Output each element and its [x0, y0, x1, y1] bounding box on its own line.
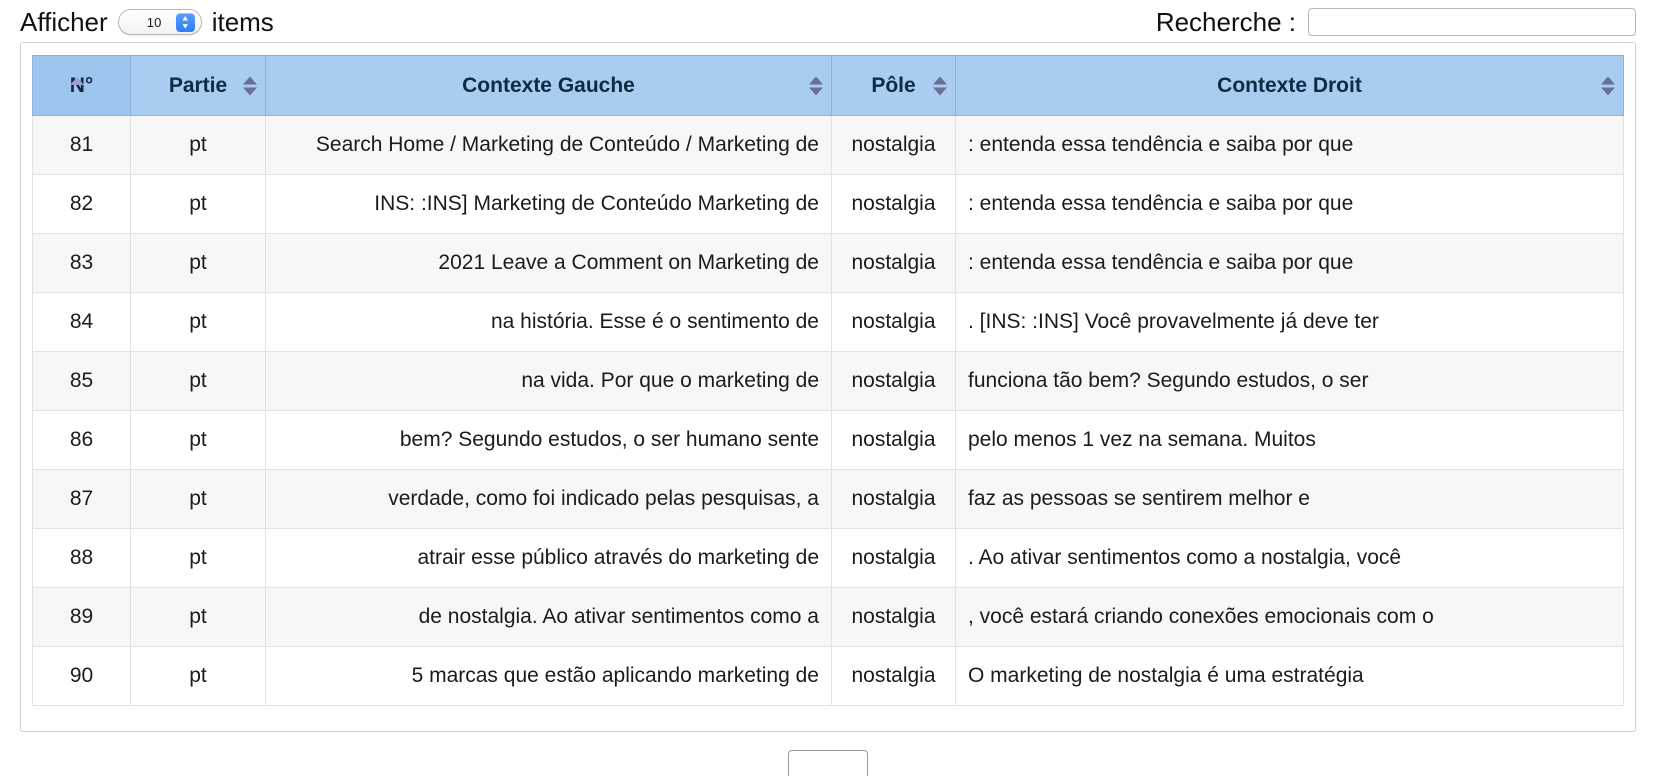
cell-pole: nostalgia [832, 175, 956, 234]
table-row[interactable] [33, 529, 1624, 588]
cell-pole: nostalgia [832, 116, 956, 175]
cell-left: 5 marcas que estão aplicando marketing de [266, 647, 832, 706]
search-input[interactable] [1308, 8, 1636, 36]
cell-pole: nostalgia [832, 588, 956, 647]
cell-pole: nostalgia [832, 529, 956, 588]
table-row[interactable] [33, 116, 1624, 175]
cell-num: 90 [33, 647, 131, 706]
cell-num: 82 [33, 175, 131, 234]
cell-right: O marketing de nostalgia é uma estratégia [956, 647, 1624, 706]
table-row[interactable] [33, 352, 1624, 411]
cell-pole: nostalgia [832, 470, 956, 529]
stepper-updown-icon[interactable]: ▲ ▼ [176, 13, 195, 32]
page-length-label-prefix: Afficher [20, 6, 108, 37]
column-header-contexte-gauche[interactable] [266, 56, 832, 116]
cell-partie: pt [131, 529, 266, 588]
cell-left: atrair esse público através do marketing de [266, 529, 832, 588]
column-header-pole[interactable] [832, 56, 956, 116]
cell-pole: nostalgia [832, 411, 956, 470]
cell-right: funciona tão bem? Segundo estudos, o ser [956, 352, 1624, 411]
cell-partie: pt [131, 234, 266, 293]
page-length-label-suffix: items [211, 6, 274, 37]
table-row[interactable] [33, 647, 1624, 706]
cell-left: bem? Segundo estudos, o ser humano sente [266, 411, 832, 470]
table-head [33, 56, 1624, 116]
cell-left: na história. Esse é o sentimento de [266, 293, 832, 352]
column-header-num[interactable] [33, 56, 131, 116]
cell-pole: nostalgia [832, 293, 956, 352]
cell-right: : entenda essa tendência e saiba por que [956, 234, 1624, 293]
column-header-contexte-droit[interactable] [956, 56, 1624, 116]
cell-right: , você estará criando conexões emocionais com o [956, 588, 1624, 647]
cell-pole: nostalgia [832, 234, 956, 293]
cell-num: 87 [33, 470, 131, 529]
cell-partie: pt [131, 470, 266, 529]
search-label: Recherche : [1155, 6, 1296, 37]
column-header-pole-label: Pôle [871, 73, 916, 97]
cell-partie: pt [131, 411, 266, 470]
cell-pole: nostalgia [832, 352, 956, 411]
table-row[interactable] [33, 470, 1624, 529]
table-body [33, 116, 1624, 706]
cell-pole: nostalgia [832, 647, 956, 706]
column-header-partie-label: Partie [168, 73, 228, 97]
cell-left: verdade, como foi indicado pelas pesquisas, a [266, 470, 832, 529]
cell-right: pelo menos 1 vez na semana. Muitos [956, 411, 1624, 470]
cell-num: 83 [33, 234, 131, 293]
sort-both-icon[interactable] [243, 76, 257, 95]
page-length-control [20, 7, 274, 38]
column-header-num-label: N° [69, 73, 94, 97]
table-row[interactable] [33, 234, 1624, 293]
cell-left: INS: :INS] Marketing de Conteúdo Marketing de [266, 175, 832, 234]
page-length-select[interactable] [118, 9, 202, 35]
sort-both-icon[interactable] [1601, 76, 1615, 95]
cell-partie: pt [131, 352, 266, 411]
cell-left: Search Home / Marketing de Conteúdo / Marketing de [266, 116, 832, 175]
sort-both-icon[interactable] [809, 76, 823, 95]
cell-num: 88 [33, 529, 131, 588]
table-row[interactable] [33, 175, 1624, 234]
table-row[interactable] [33, 588, 1624, 647]
table-controls [20, 0, 1636, 42]
pagination [0, 750, 1656, 776]
cell-right: . [INS: :INS] Você provavelmente já deve ter [956, 293, 1624, 352]
table-container [20, 42, 1636, 732]
cell-partie: pt [131, 175, 266, 234]
column-header-contexte-gauche-label: Contexte Gauche [462, 73, 635, 97]
table-row[interactable] [33, 411, 1624, 470]
table-row[interactable] [33, 293, 1624, 352]
results-table [32, 55, 1624, 706]
pagination-button[interactable] [788, 750, 868, 776]
cell-left: de nostalgia. Ao ativar sentimentos como a [266, 588, 832, 647]
column-header-contexte-droit-label: Contexte Droit [1217, 73, 1362, 97]
cell-num: 86 [33, 411, 131, 470]
cell-num: 81 [33, 116, 131, 175]
cell-partie: pt [131, 116, 266, 175]
table-header-row [33, 56, 1624, 116]
cell-right: : entenda essa tendência e saiba por que [956, 175, 1624, 234]
search-control [1156, 7, 1636, 38]
page-length-select-wrap[interactable] [118, 9, 202, 35]
cell-left: na vida. Por que o marketing de [266, 352, 832, 411]
cell-left: 2021 Leave a Comment on Marketing de [266, 234, 832, 293]
cell-right: : entenda essa tendência e saiba por que [956, 116, 1624, 175]
cell-partie: pt [131, 647, 266, 706]
cell-partie: pt [131, 293, 266, 352]
sort-both-icon[interactable] [933, 76, 947, 95]
cell-num: 84 [33, 293, 131, 352]
page-length-value: 10 [146, 14, 162, 30]
cell-right: . Ao ativar sentimentos como a nostalgia, você [956, 529, 1624, 588]
sort-ascending-icon[interactable] [70, 77, 84, 85]
cell-num: 89 [33, 588, 131, 647]
cell-partie: pt [131, 588, 266, 647]
cell-num: 85 [33, 352, 131, 411]
cell-right: faz as pessoas se sentirem melhor e [956, 470, 1624, 529]
column-header-partie[interactable] [131, 56, 266, 116]
